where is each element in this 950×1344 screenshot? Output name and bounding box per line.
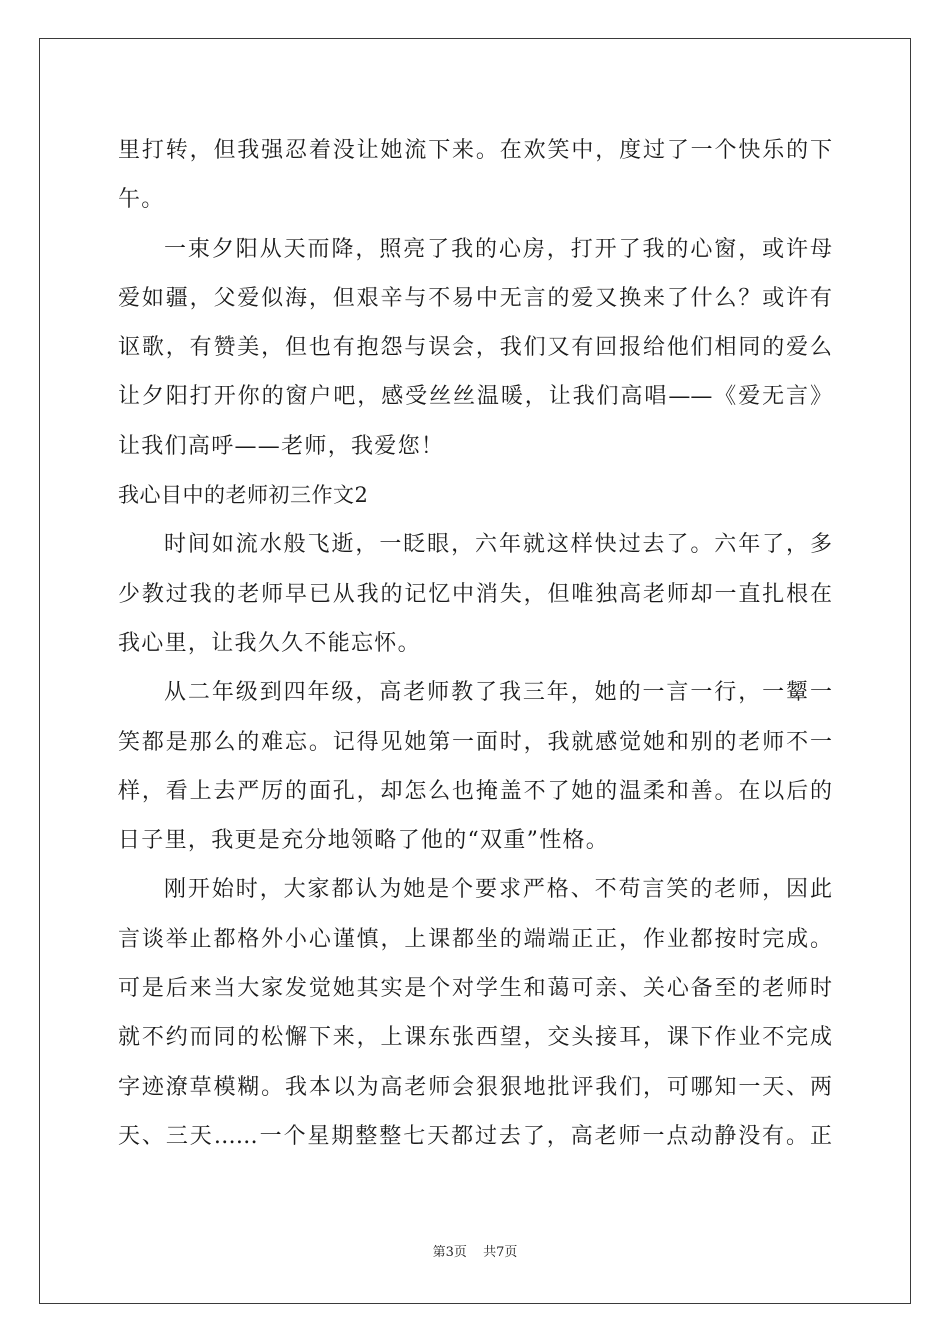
- section-heading: 我心目中的老师初三作文2: [118, 483, 369, 508]
- paragraph-first-line: 一束夕阳从天而降，照亮了我的心房，打开了我的心窗，或许母: [164, 236, 832, 262]
- text-line: 就不约而同的松懈下来，上课东张西望，交头接耳，课下作业不完成: [118, 1025, 832, 1051]
- text-line: 让夕阳打开你的窗户吧，感受丝丝温暖，让我们高唱——《爱无言》: [118, 384, 832, 410]
- paragraph-first-line: 刚开始时，大家都认为她是个要求严格、不苟言笑的老师，因此: [164, 877, 832, 903]
- text-line: 笑都是那么的难忘。记得见她第一面时，我就感觉她和别的老师不一: [118, 729, 832, 755]
- text-line: 可是后来当大家发觉她其实是个对学生和蔼可亲、关心备至的老师时: [118, 976, 832, 1002]
- text-line: 言谈举止都格外小心谨慎，上课都坐的端端正正，作业都按时完成。: [118, 926, 832, 952]
- text-line: 天、三天……一个星期整整七天都过去了，高老师一点动静没有。正: [118, 1123, 832, 1149]
- document-body: [118, 126, 832, 1161]
- paragraph-first-line: 从二年级到四年级，高老师教了我三年，她的一言一行，一颦一: [164, 680, 832, 706]
- text-line: 爱如疆，父爱似海，但艰辛与不易中无言的爱又换来了什么？或许有: [118, 285, 832, 311]
- text-line: 少教过我的老师早已从我的记忆中消失，但唯独高老师却一直扎根在: [118, 581, 832, 607]
- text-line: 讴歌，有赞美，但也有抱怨与误会，我们又有回报给他们相同的爱么: [118, 335, 832, 361]
- text-line: 日子里，我更是充分地领略了他的“双重”性格。: [118, 828, 610, 854]
- text-line: 样，看上去严厉的面孔，却怎么也掩盖不了她的温柔和善。在以后的: [118, 778, 832, 804]
- text-line: 我心里，让我久久不能忘怀。: [118, 630, 421, 656]
- text-line: 字迹潦草模糊。我本以为高老师会狠狠地批评我们，可哪知一天、两: [118, 1074, 832, 1100]
- text-line: 里打转，但我强忍着没让她流下来。在欢笑中，度过了一个快乐的下: [118, 138, 832, 163]
- text-line: 午。: [118, 187, 165, 213]
- text-line: 让我们高呼——老师，我爱您！: [118, 433, 445, 459]
- page-total: 共7页: [483, 1245, 518, 1260]
- page-number: 第3页: [432, 1245, 467, 1260]
- paragraph-first-line: 时间如流水般飞逝，一眨眼，六年就这样快过去了。六年了，多: [164, 532, 832, 558]
- page-footer: [0, 1241, 950, 1260]
